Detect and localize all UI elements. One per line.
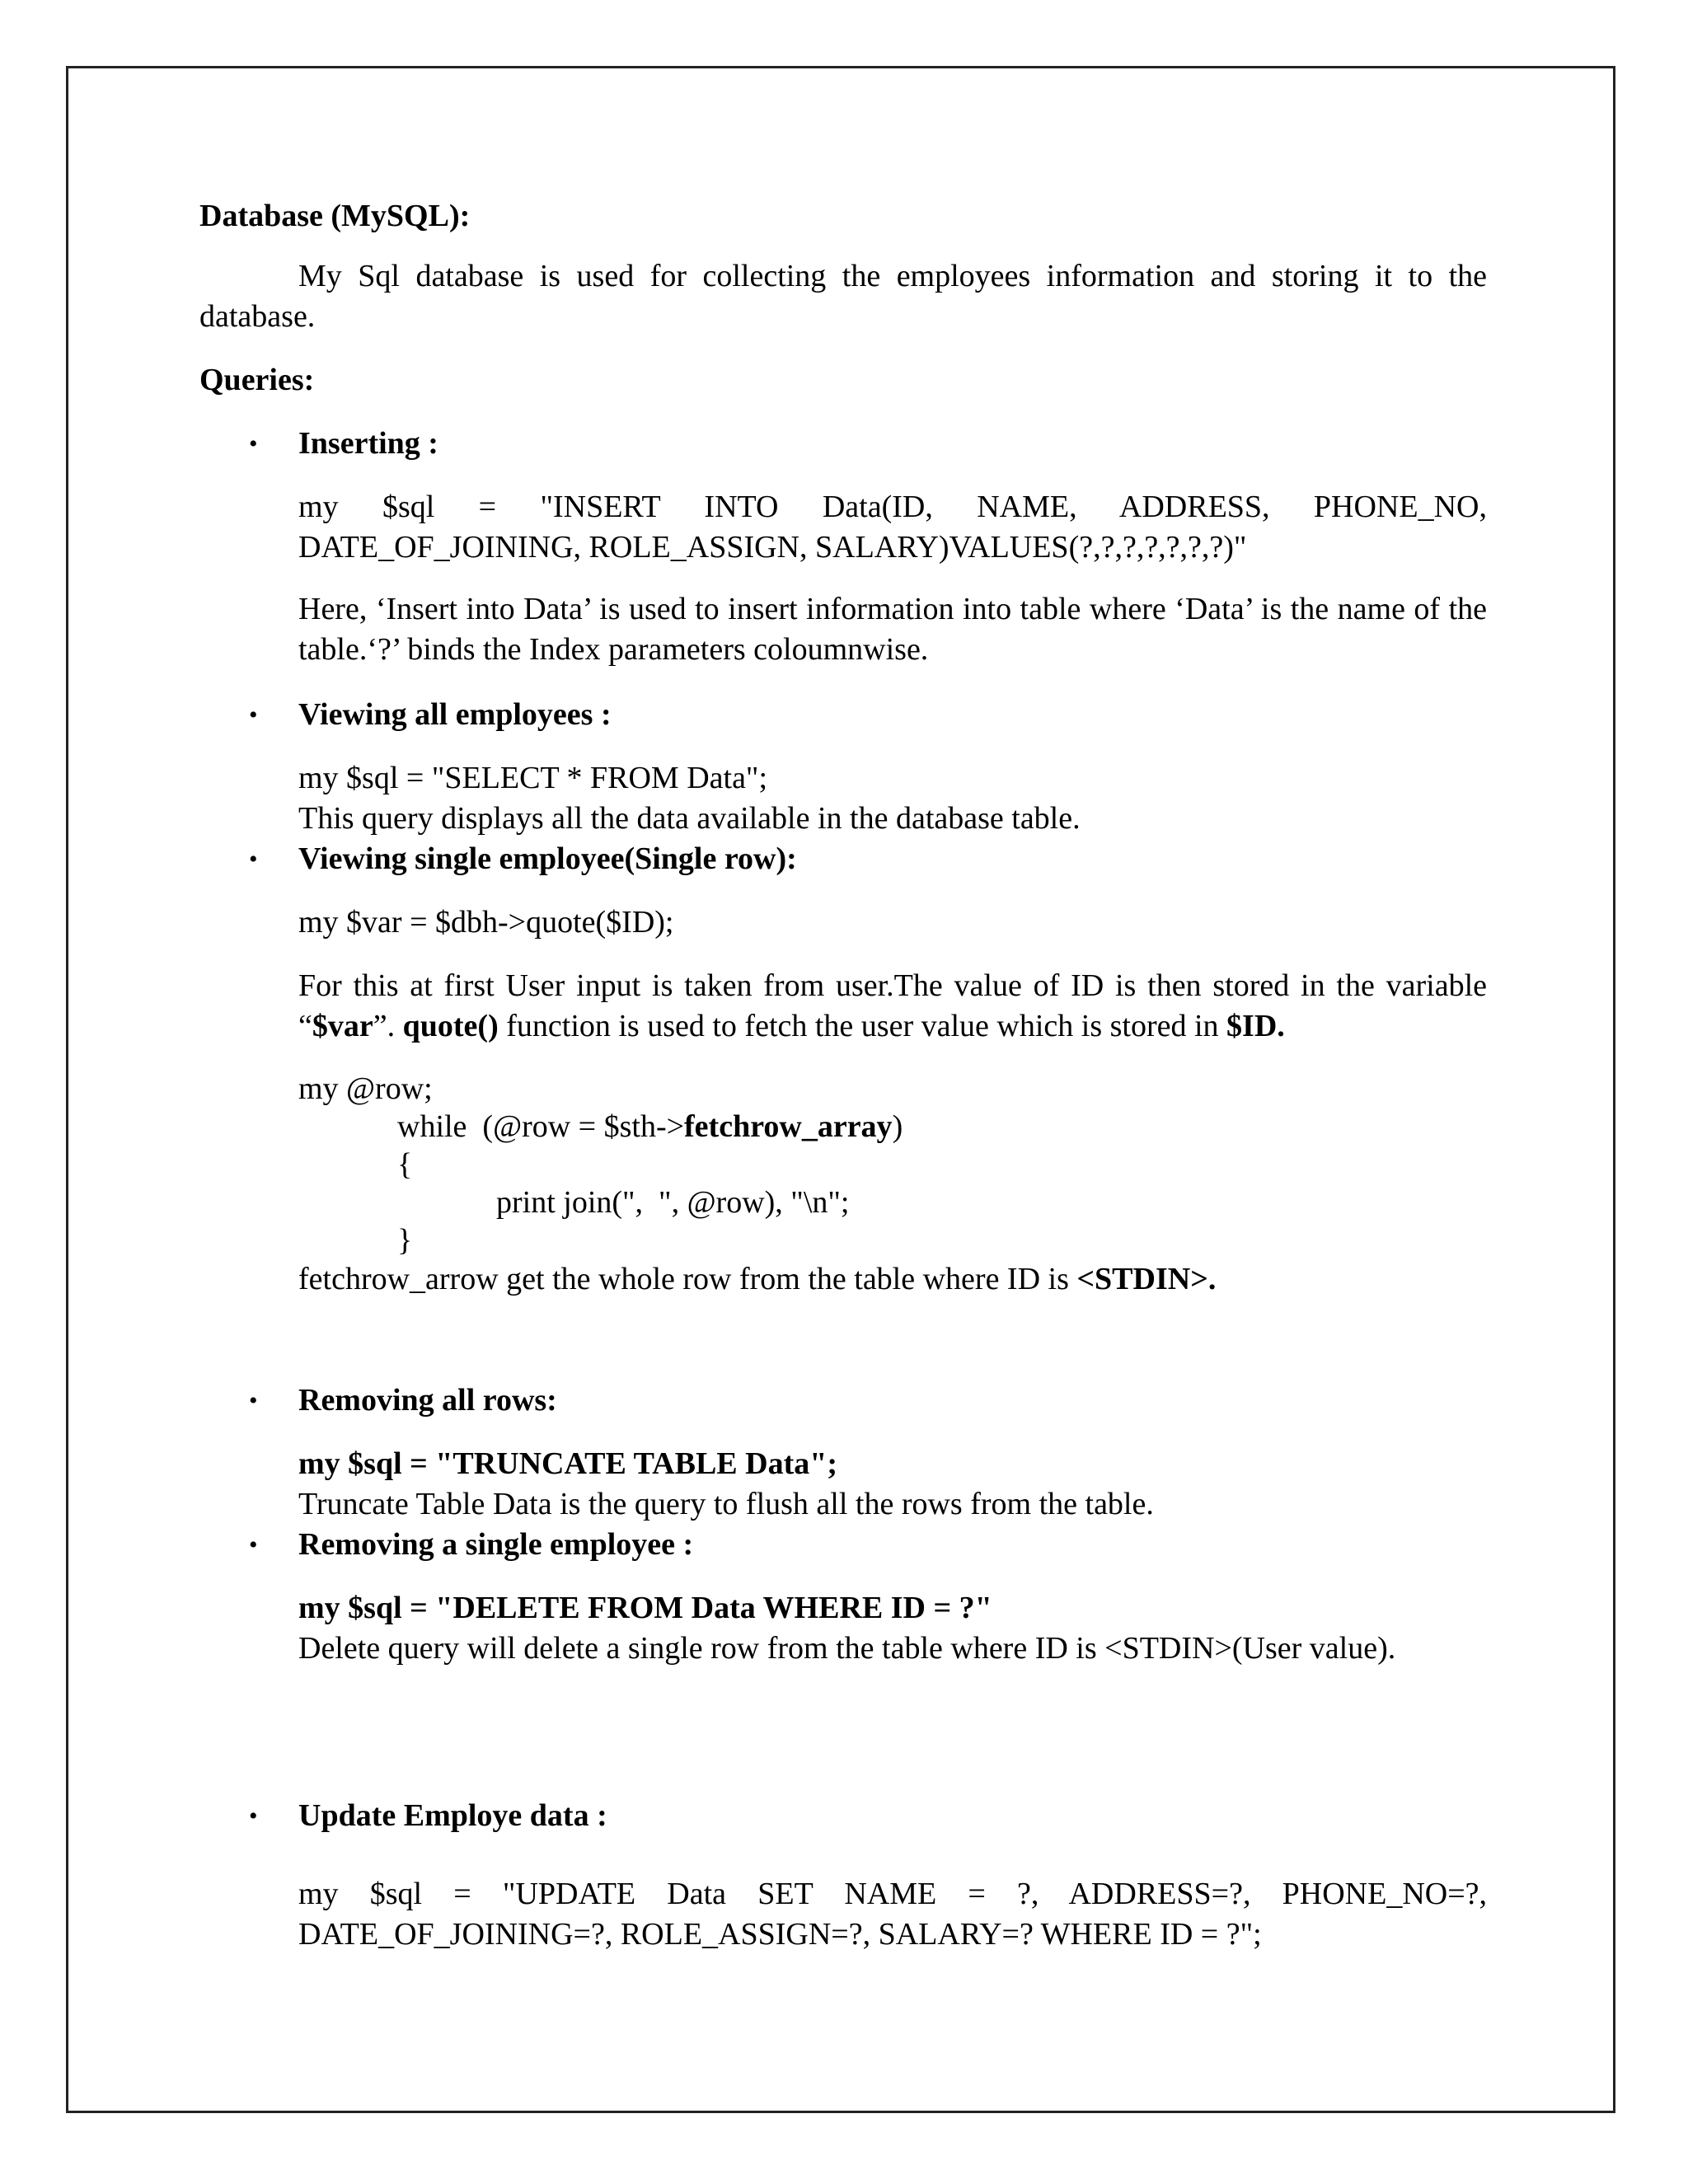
- inserting-title: Inserting :: [298, 426, 438, 461]
- inserting-description: Here, ‘Insert into Data’ is used to insert information into table where ‘Data’ is the name of the table.‘?’ binds the Index parameters coloumnwise.: [298, 592, 1487, 667]
- code-block: [298, 1070, 1487, 1259]
- view-single-title: Viewing single employee(Single row):: [298, 841, 797, 876]
- view-single-code: my $var = $dbh->quote($ID);: [298, 905, 674, 940]
- bullet-icon: •: [249, 846, 258, 873]
- list-item-view-single: [199, 839, 1487, 1300]
- view-all-code: my $sql = "SELECT * FROM Data";: [298, 761, 767, 795]
- bullet-icon: •: [249, 1802, 258, 1830]
- bullet-icon: •: [249, 1387, 258, 1414]
- intro-paragraph: My Sql database is used for collecting the employees information and storing it to the database.: [199, 259, 1487, 334]
- code-line: print join(", ", @row), "\n";: [496, 1185, 850, 1220]
- list-item-remove-all: [199, 1380, 1487, 1525]
- remove-single-code: my $sql = "DELETE FROM Data WHERE ID = ?": [298, 1591, 992, 1625]
- view-all-description: This query displays all the data available in the database table.: [298, 801, 1081, 836]
- page-title: Database (MySQL):: [199, 199, 471, 233]
- document-content: [199, 196, 1487, 1955]
- remove-single-title: Removing a single employee :: [298, 1527, 694, 1562]
- bullet-icon: •: [249, 1531, 258, 1558]
- remove-all-title: Removing all rows:: [298, 1383, 557, 1418]
- remove-all-code: my $sql = "TRUNCATE TABLE Data";: [298, 1446, 837, 1481]
- code-line: {: [397, 1147, 413, 1182]
- list-item-remove-single: [199, 1525, 1487, 1669]
- view-all-title: Viewing all employees :: [298, 697, 612, 732]
- code-line: }: [397, 1223, 413, 1258]
- list-item-update: [199, 1796, 1487, 1955]
- remove-all-description: Truncate Table Data is the query to flush all the rows from the table.: [298, 1487, 1154, 1521]
- view-single-description: For this at first User input is taken from user.The value of ID is then stored in the variable “$var”. quote() function is used to fetch the user value which is stored in $ID.: [298, 968, 1487, 1043]
- bullet-icon: •: [249, 701, 258, 729]
- inserting-code: my $sql = "INSERT INTO Data(ID, NAME, ADDRESS, PHONE_NO, DATE_OF_JOINING, ROLE_ASSIGN, SALARY)VALUES(?,?,?,?,?,?,?)": [298, 490, 1487, 565]
- update-code: my $sql = "UPDATE Data SET NAME = ?, ADDRESS=?, PHONE_NO=?, DATE_OF_JOINING=?, ROLE_ASSIGN=?, SALARY=? WHERE ID = ?";: [298, 1877, 1487, 1952]
- code-line: while (@row = $sth->fetchrow_array): [397, 1109, 903, 1144]
- fetch-description: fetchrow_arrow get the whole row from the table where ID is <STDIN>.: [298, 1262, 1217, 1296]
- code-line: my @row;: [298, 1071, 433, 1106]
- update-title: Update Employe data :: [298, 1798, 607, 1833]
- queries-heading: Queries:: [199, 363, 315, 397]
- bullet-icon: •: [249, 430, 258, 457]
- remove-single-description: Delete query will delete a single row from the table where ID is <STDIN>(User value).: [298, 1631, 1396, 1666]
- list-item-inserting: [199, 424, 1487, 670]
- list-item-view-all: [199, 695, 1487, 839]
